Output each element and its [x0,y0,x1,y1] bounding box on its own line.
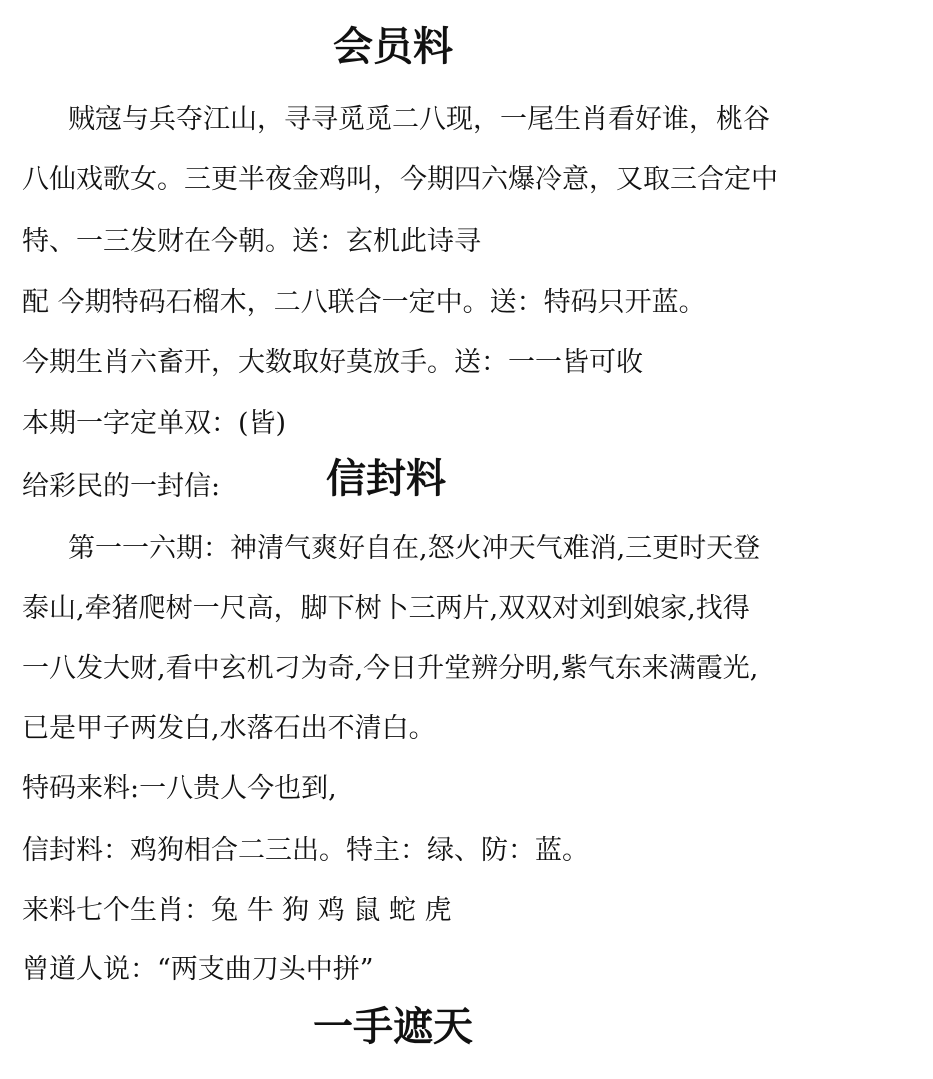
text-line: 八仙戏歌女。三更半夜金鸡叫，今期四六爆冷意，又取三合定中 [22,164,778,195]
text-line: 本期一字定单双：(皆) [22,408,287,439]
text-line: 贼寇与兵夺江山，寻寻觅觅二八现，一尾生肖看好谁，桃谷 [68,104,770,135]
letter-prefix: 给彩民的一封信: [22,471,221,502]
text-line: 第一一六期：神清气爽好自在,怒火冲天气难消,三更时天登 [68,533,761,564]
text-line: 今期生肖六畜开，大数取好莫放手。送：一一皆可收 [22,347,643,378]
title-yishouzhetian: 一手遮天 [313,1003,473,1050]
title-xinfengliao: 信封料 [326,455,446,502]
text-line: 配 今期特码石榴木，二八联合一定中。送：特码只开蓝。 [22,287,706,318]
text-line: 特码来料:一八贵人今也到, [22,773,337,804]
text-line: 信封料：鸡狗相合二三出。特主：绿、防：蓝。 [22,835,589,866]
title-huiyuanliao: 会员料 [333,23,453,70]
text-line: 特、一三发财在今朝。送：玄机此诗寻 [22,226,481,257]
text-line: 已是甲子两发白,水落石出不清白。 [22,713,436,744]
text-line: 来料七个生肖：兔 牛 狗 鸡 鼠 蛇 虎 [22,895,452,926]
text-line: 曾道人说：“两支曲刀头中拼” [22,954,374,985]
text-line: 一八发大财,看中玄机刁为奇,今日升堂辨分明,紫气东来满霞光, [22,653,759,684]
text-line: 泰山,牵猪爬树一尺高，脚下树卜三两片,双双对刘到娘家,找得 [22,593,750,624]
